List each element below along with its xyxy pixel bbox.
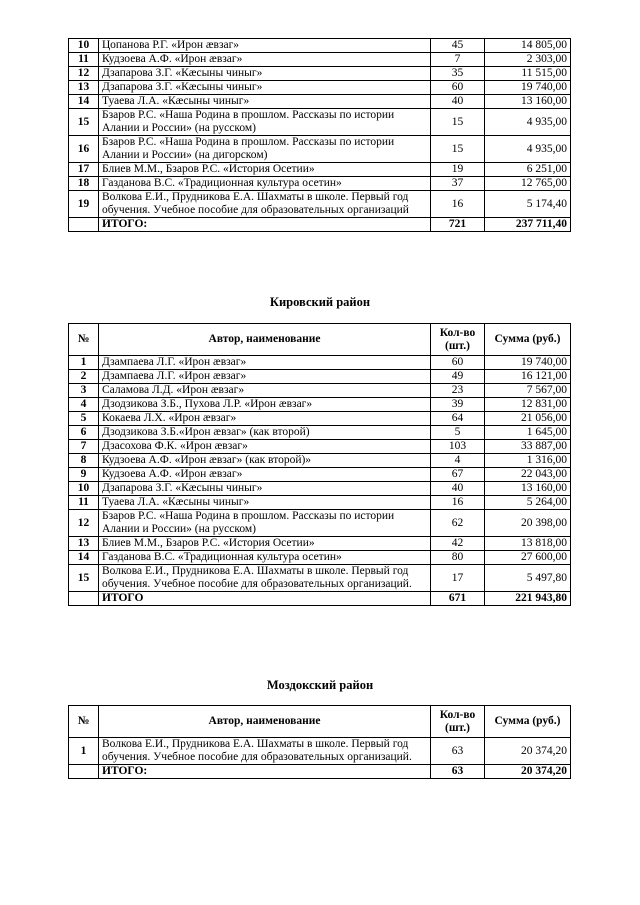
row-quantity: 45 <box>431 39 485 53</box>
table-row <box>69 109 571 136</box>
row-sum: 12 831,00 <box>485 398 571 412</box>
row-number: 17 <box>69 163 99 177</box>
table-row <box>69 136 571 163</box>
row-author-title: Волкова Е.И., Прудникова Е.А. Шахматы в школе. Первый год обучения. Учебное пособие для образовательных организаций <box>99 191 431 218</box>
row-author-title: Туаева Л.А. «Кæсыны чиныг» <box>99 95 431 109</box>
row-number: 15 <box>69 109 99 136</box>
table-row <box>69 177 571 191</box>
total-quantity: 721 <box>431 218 485 232</box>
table-row <box>69 496 571 510</box>
row-number: 3 <box>69 384 99 398</box>
total-row <box>69 592 571 606</box>
row-sum: 33 887,00 <box>485 440 571 454</box>
row-quantity: 16 <box>431 191 485 218</box>
row-sum: 4 935,00 <box>485 136 571 163</box>
row-sum: 19 740,00 <box>485 81 571 95</box>
table-row <box>69 440 571 454</box>
row-number: 1 <box>69 356 99 370</box>
row-number: 5 <box>69 412 99 426</box>
header-row <box>69 324 571 356</box>
row-number: 19 <box>69 191 99 218</box>
table-row <box>69 370 571 384</box>
row-author-title: Газданова В.С. «Традиционная культура осетин» <box>99 551 431 565</box>
row-number: 12 <box>69 67 99 81</box>
total-sum: 20 374,20 <box>485 765 571 779</box>
col-header-number: № <box>69 324 99 356</box>
row-sum: 20 374,20 <box>485 738 571 765</box>
total-label: ИТОГО: <box>99 218 431 232</box>
table-row <box>69 412 571 426</box>
col-header-author: Автор, наименование <box>99 706 431 738</box>
row-quantity: 17 <box>431 565 485 592</box>
table-section-3 <box>68 705 571 779</box>
row-number: 4 <box>69 398 99 412</box>
col-header-sum: Сумма (руб.) <box>485 324 571 356</box>
row-number: 13 <box>69 537 99 551</box>
row-number: 9 <box>69 468 99 482</box>
row-author-title: Волкова Е.И., Прудникова Е.А. Шахматы в школе. Первый год обучения. Учебное пособие для образовательных организаций. <box>99 738 431 765</box>
row-sum: 13 160,00 <box>485 482 571 496</box>
table-row <box>69 81 571 95</box>
row-author-title: Дзапарова З.Г. «Кæсыны чиныг» <box>99 482 431 496</box>
row-number: 6 <box>69 426 99 440</box>
row-author-title: Дзампаева Л.Г. «Ирон æвзаг» <box>99 356 431 370</box>
table-row <box>69 384 571 398</box>
row-author-title: Дзампаева Л.Г. «Ирон æвзаг» <box>99 370 431 384</box>
table-section-2 <box>68 323 571 606</box>
col-header-qty: Кол-во (шт.) <box>431 706 485 738</box>
row-author-title: Волкова Е.И., Прудникова Е.А. Шахматы в школе. Первый год обучения. Учебное пособие для образовательных организаций. <box>99 565 431 592</box>
table-body <box>69 738 571 779</box>
row-quantity: 19 <box>431 163 485 177</box>
total-quantity: 671 <box>431 592 485 606</box>
table-row <box>69 53 571 67</box>
row-sum: 14 805,00 <box>485 39 571 53</box>
row-sum: 7 567,00 <box>485 384 571 398</box>
row-sum: 27 600,00 <box>485 551 571 565</box>
table-row <box>69 356 571 370</box>
row-quantity: 60 <box>431 81 485 95</box>
table-row <box>69 163 571 177</box>
total-row <box>69 218 571 232</box>
row-sum: 22 043,00 <box>485 468 571 482</box>
table-row <box>69 426 571 440</box>
row-number: 14 <box>69 551 99 565</box>
total-label: ИТОГО: <box>99 765 431 779</box>
row-sum: 1 645,00 <box>485 426 571 440</box>
row-quantity: 63 <box>431 738 485 765</box>
total-quantity: 63 <box>431 765 485 779</box>
row-number: 11 <box>69 496 99 510</box>
row-number: 14 <box>69 95 99 109</box>
row-sum: 21 056,00 <box>485 412 571 426</box>
row-quantity: 4 <box>431 454 485 468</box>
col-header-qty: Кол-во (шт.) <box>431 324 485 356</box>
row-sum: 11 515,00 <box>485 67 571 81</box>
row-number: 7 <box>69 440 99 454</box>
total-blank-cell <box>69 592 99 606</box>
row-quantity: 42 <box>431 537 485 551</box>
row-number: 10 <box>69 482 99 496</box>
row-author-title: Кудзоева А.Ф. «Ирон æвзаг» (как второй)» <box>99 454 431 468</box>
row-quantity: 64 <box>431 412 485 426</box>
col-header-author: Автор, наименование <box>99 324 431 356</box>
row-author-title: Дзодзикова З.Б.«Ирон æвзаг» (как второй) <box>99 426 431 440</box>
row-number: 18 <box>69 177 99 191</box>
col-header-sum: Сумма (руб.) <box>485 706 571 738</box>
table-row <box>69 398 571 412</box>
row-author-title: Дзапарова З.Г. «Кæсыны чиныг» <box>99 67 431 81</box>
table-body <box>69 39 571 232</box>
table-row <box>69 454 571 468</box>
row-quantity: 15 <box>431 109 485 136</box>
row-number: 12 <box>69 510 99 537</box>
row-number: 15 <box>69 565 99 592</box>
row-number: 2 <box>69 370 99 384</box>
total-row <box>69 765 571 779</box>
row-sum: 12 765,00 <box>485 177 571 191</box>
row-sum: 2 303,00 <box>485 53 571 67</box>
row-sum: 16 121,00 <box>485 370 571 384</box>
table-row <box>69 468 571 482</box>
row-quantity: 60 <box>431 356 485 370</box>
row-author-title: Кокаева Л.Х. «Ирон æвзаг» <box>99 412 431 426</box>
row-quantity: 35 <box>431 67 485 81</box>
row-number: 1 <box>69 738 99 765</box>
row-author-title: Саламова Л.Д. «Ирон æвзаг» <box>99 384 431 398</box>
row-quantity: 7 <box>431 53 485 67</box>
row-quantity: 103 <box>431 440 485 454</box>
row-quantity: 40 <box>431 95 485 109</box>
row-author-title: Газданова В.С. «Традиционная культура осетин» <box>99 177 431 191</box>
row-quantity: 5 <box>431 426 485 440</box>
row-sum: 13 160,00 <box>485 95 571 109</box>
table-row <box>69 482 571 496</box>
row-author-title: Кудзоева А.Ф. «Ирон æвзаг» <box>99 53 431 67</box>
row-sum: 5 264,00 <box>485 496 571 510</box>
row-author-title: Цопанова Р.Г. «Ирон æвзаг» <box>99 39 431 53</box>
row-sum: 1 316,00 <box>485 454 571 468</box>
table-body <box>69 356 571 606</box>
row-author-title: Кудзоева А.Ф. «Ирон æвзаг» <box>99 468 431 482</box>
section-heading-kirovsky: Кировский район <box>269 295 371 309</box>
row-number: 10 <box>69 39 99 53</box>
row-quantity: 15 <box>431 136 485 163</box>
row-quantity: 16 <box>431 496 485 510</box>
row-sum: 6 251,00 <box>485 163 571 177</box>
row-quantity: 23 <box>431 384 485 398</box>
row-quantity: 49 <box>431 370 485 384</box>
total-blank-cell <box>69 218 99 232</box>
row-quantity: 80 <box>431 551 485 565</box>
row-author-title: Дзапарова З.Г. «Кæсыны чиныг» <box>99 81 431 95</box>
row-sum: 13 818,00 <box>485 537 571 551</box>
row-quantity: 37 <box>431 177 485 191</box>
row-number: 11 <box>69 53 99 67</box>
table-row <box>69 565 571 592</box>
section-heading-mozdoksky: Моздокский район <box>266 678 374 692</box>
row-author-title: Дзодзикова З.Б., Пухова Л.Р. «Ирон æвзаг» <box>99 398 431 412</box>
header-row <box>69 706 571 738</box>
table-row <box>69 537 571 551</box>
row-quantity: 39 <box>431 398 485 412</box>
total-sum: 237 711,40 <box>485 218 571 232</box>
col-header-number: № <box>69 706 99 738</box>
row-number: 16 <box>69 136 99 163</box>
table-row <box>69 191 571 218</box>
row-author-title: Дзасохова Ф.К. «Ирон æвзаг» <box>99 440 431 454</box>
row-sum: 5 174,40 <box>485 191 571 218</box>
row-number: 13 <box>69 81 99 95</box>
row-author-title: Бзаров Р.С. «Наша Родина в прошлом. Рассказы по истории Алании и России» (на русском) <box>99 109 431 136</box>
row-number: 8 <box>69 454 99 468</box>
row-quantity: 67 <box>431 468 485 482</box>
table-row <box>69 738 571 765</box>
row-sum: 20 398,00 <box>485 510 571 537</box>
row-sum: 5 497,80 <box>485 565 571 592</box>
row-author-title: Блиев М.М., Бзаров Р.С. «История Осетии» <box>99 537 431 551</box>
total-sum: 221 943,80 <box>485 592 571 606</box>
table-row <box>69 95 571 109</box>
total-blank-cell <box>69 765 99 779</box>
row-author-title: Туаева Л.А. «Кæсыны чиныг» <box>99 496 431 510</box>
table-row <box>69 551 571 565</box>
row-quantity: 40 <box>431 482 485 496</box>
row-author-title: Бзаров Р.С. «Наша Родина в прошлом. Рассказы по истории Алании и России» (на русском) <box>99 510 431 537</box>
row-author-title: Блиев М.М., Бзаров Р.С. «История Осетии» <box>99 163 431 177</box>
table-section-1 <box>68 38 571 232</box>
row-quantity: 62 <box>431 510 485 537</box>
total-label: ИТОГО <box>99 592 431 606</box>
table-row <box>69 67 571 81</box>
table-row <box>69 510 571 537</box>
row-sum: 19 740,00 <box>485 356 571 370</box>
row-sum: 4 935,00 <box>485 109 571 136</box>
table-row <box>69 39 571 53</box>
row-author-title: Бзаров Р.С. «Наша Родина в прошлом. Рассказы по истории Алании и России» (на дигорском) <box>99 136 431 163</box>
